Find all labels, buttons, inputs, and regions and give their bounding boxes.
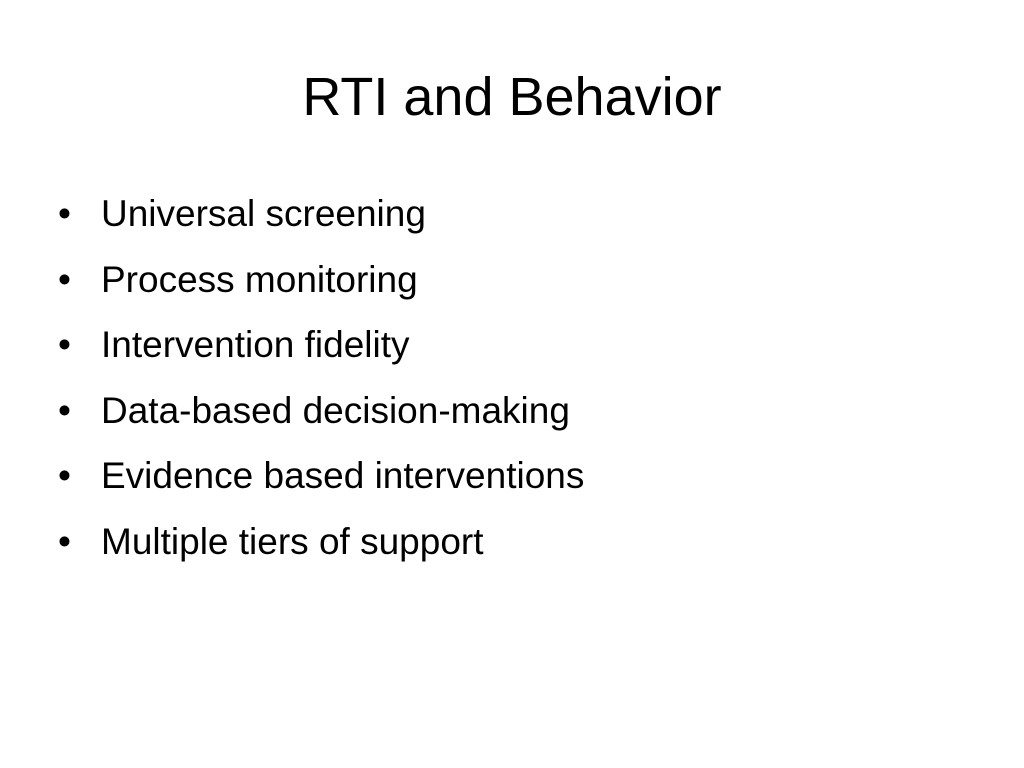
bullet-item	[58, 513, 584, 579]
bullet-text: Intervention fidelity	[101, 324, 410, 365]
bullet-icon: •	[58, 324, 71, 365]
bullet-item	[58, 382, 584, 448]
bullet-text: Data-based decision-making	[101, 389, 570, 431]
bullet-text: Evidence based interventions	[101, 455, 585, 496]
slide-title: RTI and Behavior	[302, 67, 722, 127]
bullet-item	[58, 447, 584, 513]
bullet-icon: •	[58, 455, 71, 496]
bullet-item	[58, 316, 584, 382]
bullet-list	[58, 185, 584, 578]
bullet-icon: •	[58, 389, 71, 431]
bullet-text: Multiple tiers of support	[101, 520, 484, 562]
bullet-text: Universal screening	[101, 193, 426, 234]
bullet-text: Process monitoring	[101, 258, 418, 300]
bullet-icon: •	[58, 520, 71, 562]
bullet-item	[58, 185, 584, 251]
bullet-icon: •	[58, 258, 71, 300]
bullet-icon: •	[58, 193, 71, 234]
bullet-item	[58, 251, 584, 317]
